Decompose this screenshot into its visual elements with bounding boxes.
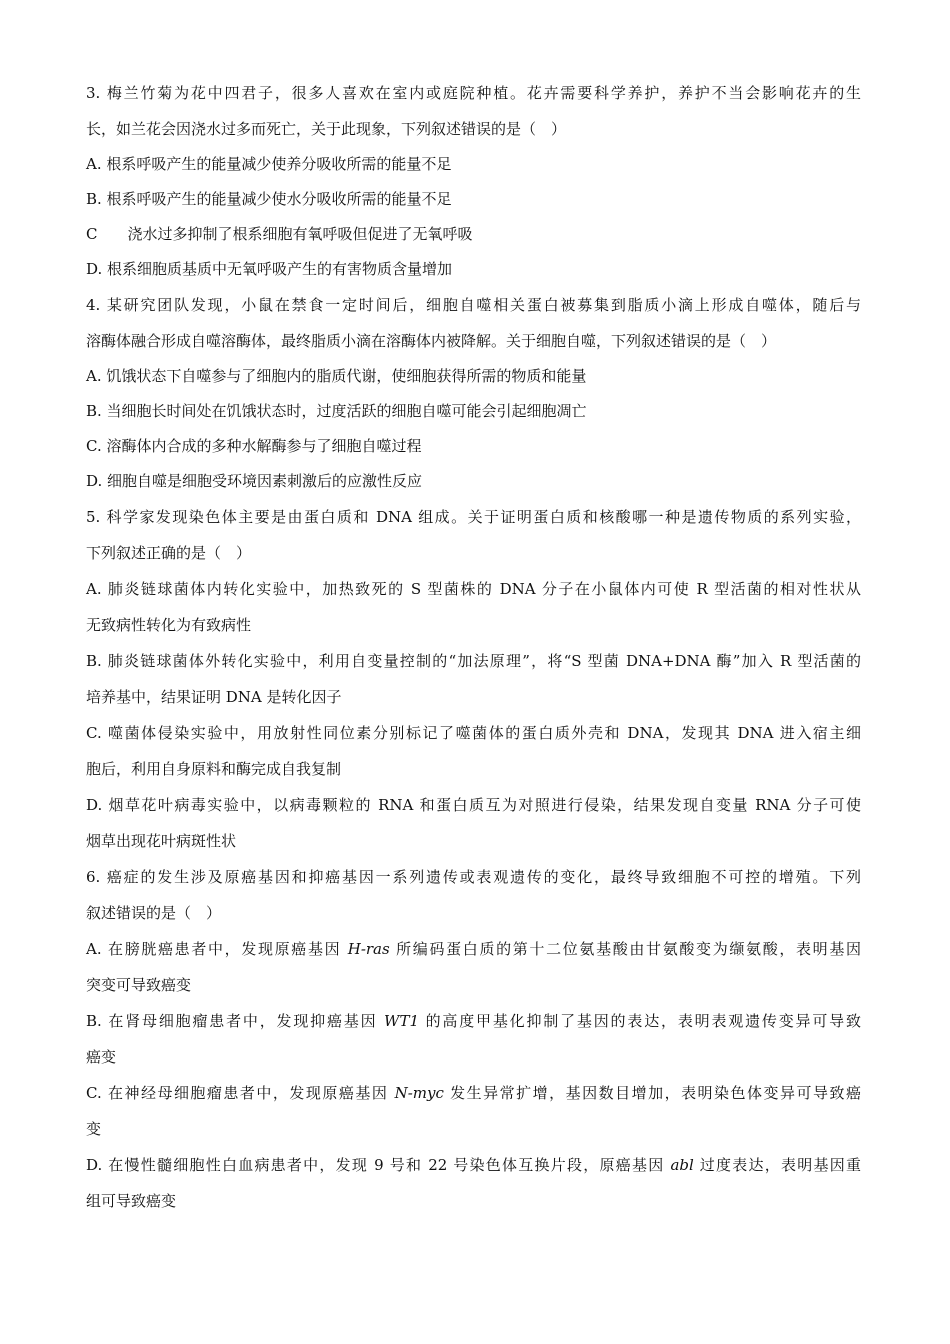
q3-option-a: A. 根系呼吸产生的能量减少使养分吸收所需的能量不足 bbox=[86, 155, 452, 173]
q6-option-b-gene: WT1 bbox=[384, 1012, 419, 1030]
q3-option-c-label: C bbox=[86, 225, 98, 243]
q5-option-a-line2: 无致病性转化为有致病性 bbox=[86, 616, 252, 634]
q6-option-d-post: 过度表达，表明基因重 bbox=[693, 1156, 861, 1174]
q3-stem-line2: 长，如兰花会因浇水过多而死亡，关于此现象，下列叙述错误的是（ ） bbox=[86, 120, 567, 138]
q6-option-c-line2: 变 bbox=[86, 1120, 102, 1138]
q6-option-d-pre: D. 在慢性髓细胞性白血病患者中，发现 9 号和 22 号染色体互换片段，原癌基因 bbox=[86, 1156, 671, 1174]
q6-option-c-line1 bbox=[86, 1082, 861, 1104]
q5-stem-line2: 下列叙述正确的是（ ） bbox=[86, 544, 252, 562]
q3-option-b: B. 根系呼吸产生的能量减少使水分吸收所需的能量不足 bbox=[86, 190, 452, 208]
q4-stem-line2: 溶酶体融合形成自噬溶酶体，最终脂质小滴在溶酶体内被降解。关于细胞自噬，下列叙述错误的是（ ） bbox=[86, 332, 777, 350]
q4-option-d: D. 细胞自噬是细胞受环境因素刺激后的应激性反应 bbox=[86, 472, 423, 490]
q3-option-d: D. 根系细胞质基质中无氧呼吸产生的有害物质含量增加 bbox=[86, 260, 453, 278]
q6-option-d-line2: 组可导致癌变 bbox=[86, 1192, 177, 1210]
q5-option-d-line2: 烟草出现花叶病斑性状 bbox=[86, 832, 237, 850]
q5-option-c-line2: 胞后，利用自身原料和酶完成自我复制 bbox=[86, 760, 342, 778]
q6-option-c-gene: N-myc bbox=[394, 1084, 444, 1102]
q4-option-b: B. 当细胞长时间处在饥饿状态时，过度活跃的细胞自噬可能会引起细胞凋亡 bbox=[86, 402, 587, 420]
q6-option-b-pre: B. 在肾母细胞瘤患者中，发现抑癌基因 bbox=[86, 1012, 385, 1030]
q5-option-d-line1: D. 烟草花叶病毒实验中，以病毒颗粒的 RNA 和蛋白质互为对照进行侵染，结果发现自变量 RNA 分子可使 bbox=[86, 796, 861, 814]
q5-option-b-line2: 培养基中，结果证明 DNA 是转化因子 bbox=[86, 688, 342, 706]
q6-option-c-post: 发生异常扩增，基因数目增加，表明染色体变异可导致癌 bbox=[443, 1084, 861, 1102]
q6-stem-line1: 6. 癌症的发生涉及原癌基因和抑癌基因一系列遗传或表观遗传的变化，最终导致细胞不可控的增殖。下列 bbox=[86, 868, 861, 886]
q4-stem-line1: 4. 某研究团队发现，小鼠在禁食一定时间后，细胞自噬相关蛋白被募集到脂质小滴上形成自噬体，随后与 bbox=[86, 296, 861, 314]
q6-option-d-line1 bbox=[86, 1154, 861, 1176]
q6-stem-line2: 叙述错误的是（ ） bbox=[86, 904, 222, 922]
q6-option-c-pre: C. 在神经母细胞瘤患者中，发现原癌基因 bbox=[86, 1084, 395, 1102]
q3-option-c bbox=[86, 223, 886, 245]
q6-option-d-gene: abl bbox=[670, 1156, 694, 1174]
q6-option-b-line2: 癌变 bbox=[86, 1048, 117, 1066]
q5-option-c-line1: C. 噬菌体侵染实验中，用放射性同位素分别标记了噬菌体的蛋白质外壳和 DNA，发现其 DNA 进入宿主细 bbox=[86, 724, 861, 742]
q3-stem-line1: 3. 梅兰竹菊为花中四君子，很多人喜欢在室内或庭院种植。花卉需要科学养护，养护不当会影响花卉的生 bbox=[86, 84, 861, 102]
q4-option-a: A. 饥饿状态下自噬参与了细胞内的脂质代谢，使细胞获得所需的物质和能量 bbox=[86, 367, 587, 385]
q6-option-b-post: 的高度甲基化抑制了基因的表达，表明表观遗传变异可导致 bbox=[419, 1012, 861, 1030]
q3-option-c-text: 浇水过多抑制了根系细胞有氧呼吸但促进了无氧呼吸 bbox=[127, 225, 473, 243]
q6-option-a-line2: 突变可导致癌变 bbox=[86, 976, 192, 994]
q6-option-b-line1 bbox=[86, 1010, 861, 1032]
q6-option-a-pre: A. 在膀胱癌患者中，发现原癌基因 bbox=[86, 940, 348, 958]
q6-option-a-post: 所编码蛋白质的第十二位氨基酸由甘氨酸变为缬氨酸，表明基因 bbox=[389, 940, 861, 958]
q5-option-a-line1: A. 肺炎链球菌体内转化实验中，加热致死的 S 型菌株的 DNA 分子在小鼠体内可使 R 型活菌的相对性状从 bbox=[86, 580, 861, 598]
q4-option-c: C. 溶酶体内合成的多种水解酶参与了细胞自噬过程 bbox=[86, 437, 422, 455]
q5-option-b-line1: B. 肺炎链球菌体外转化实验中，利用自变量控制的“加法原理”，将“S 型菌 DNA+DNA 酶”加入 R 型活菌的 bbox=[86, 652, 861, 670]
q5-stem-line1: 5. 科学家发现染色体主要是由蛋白质和 DNA 组成。关于证明蛋白质和核酸哪一种是遗传物质的系列实验， bbox=[86, 508, 861, 526]
q6-option-a-line1 bbox=[86, 938, 861, 960]
q6-option-a-gene: H-ras bbox=[347, 940, 390, 958]
